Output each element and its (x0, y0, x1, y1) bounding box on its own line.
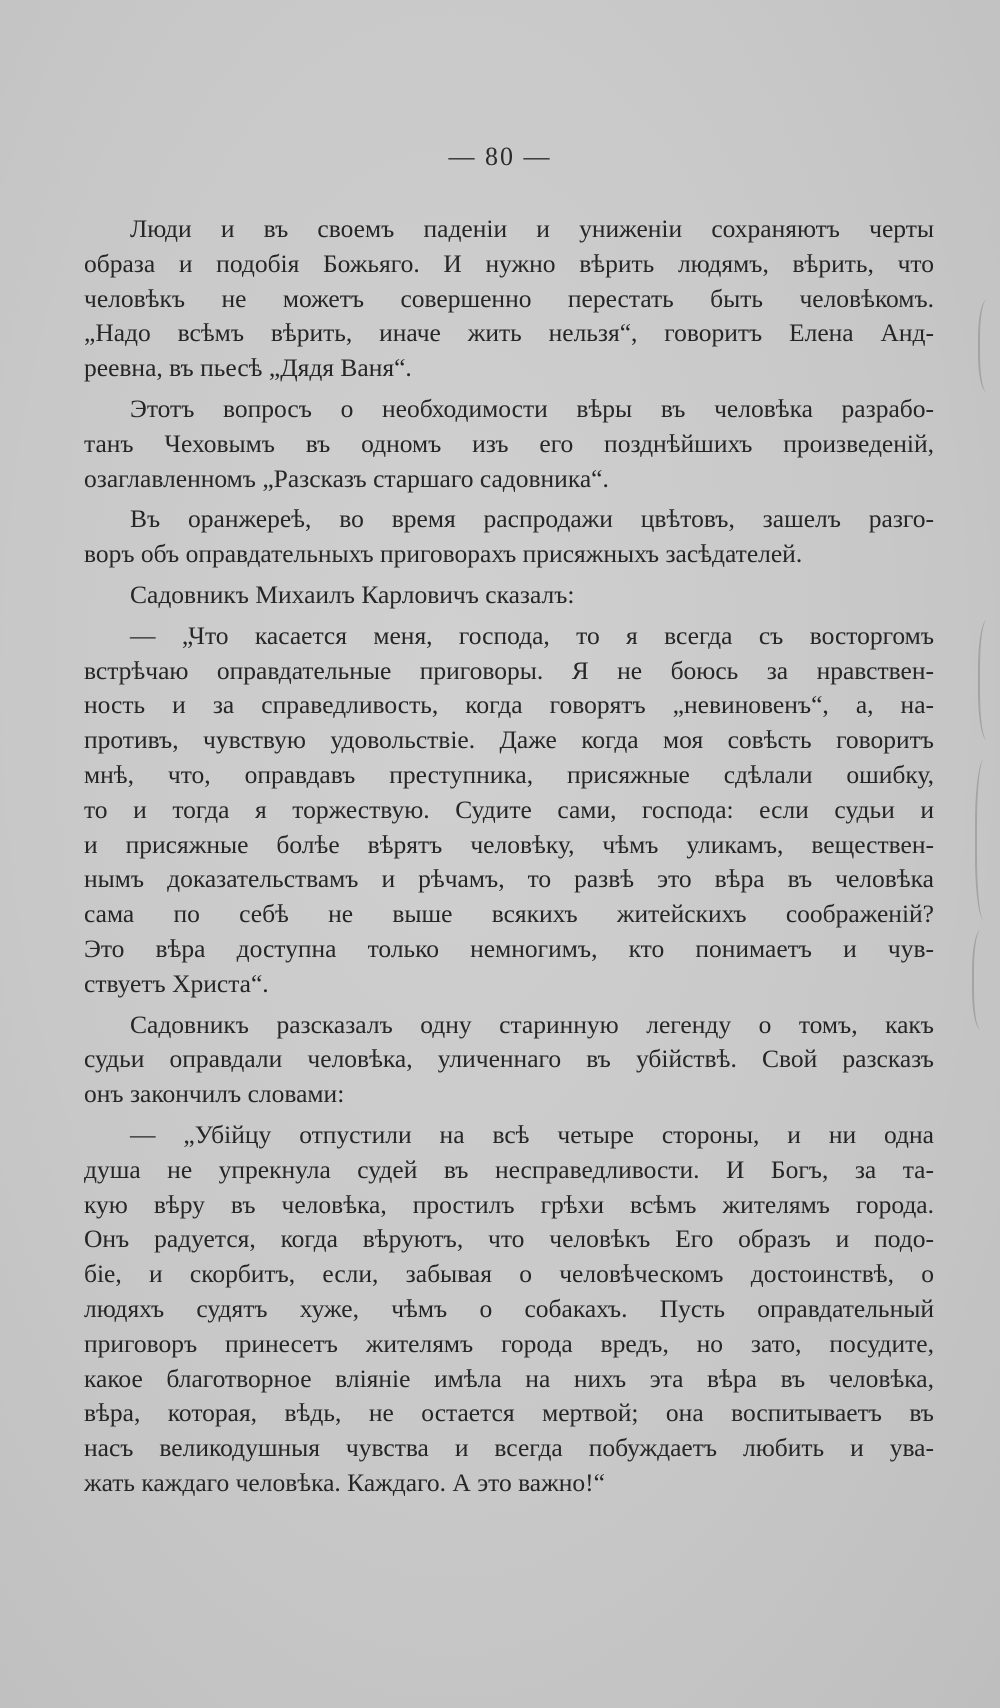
text-line: сама по себѣ не выше всякихъ житейскихъ соображеній? (84, 899, 934, 929)
text-line: жать каждаго человѣка. Каждаго. А это важно!“ (84, 1467, 605, 1497)
margin-pencil-mark (975, 760, 997, 920)
margin-pencil-mark (978, 300, 1000, 392)
paragraph (84, 1118, 934, 1501)
text-line: людяхъ судятъ хуже, чѣмъ о собакахъ. Пусть оправдательный (84, 1293, 934, 1323)
paragraph (84, 578, 934, 613)
text-line: человѣкъ не можетъ совершенно перестать быть человѣкомъ. (84, 283, 934, 313)
body-text (84, 212, 934, 1507)
paragraph (84, 619, 934, 1002)
paragraph (84, 1008, 934, 1112)
paragraph (84, 212, 934, 386)
text-line: судьи оправдали человѣка, уличеннаго въ убійствѣ. Свой разсказъ (84, 1044, 934, 1074)
text-line: — „Убійцу отпустили на всѣ четыре стороны, и ни одна (130, 1119, 934, 1149)
text-line: реевна, въ пьесѣ „Дядя Ваня“. (84, 353, 412, 383)
text-line: Это вѣра доступна только немногимъ, кто понимаетъ и чув- (84, 933, 934, 963)
text-line: Люди и въ своемъ паденіи и униженіи сохраняютъ черты (130, 214, 934, 243)
text-line: образа и подобія Божьяго. И нужно вѣрить людямъ, вѣрить, что (84, 248, 934, 278)
text-line: онъ закончилъ словами: (84, 1079, 345, 1109)
text-line: нымъ доказательствамъ и рѣчамъ, то развѣ это вѣра въ человѣка (84, 864, 934, 894)
text-line: ность и за справедливость, когда говорятъ „невиновенъ“, а, на- (84, 690, 934, 720)
paragraph (84, 392, 934, 496)
text-line: ствуетъ Христа“. (84, 968, 269, 998)
text-line: Садовникъ разсказалъ одну старинную легенду о томъ, какъ (130, 1009, 934, 1039)
text-line: насъ великодушныя чувства и всегда побуждаетъ любить и ува- (84, 1433, 934, 1463)
text-line: встрѣчаю оправдательные приговоры. Я не боюсь за нравствен- (84, 655, 934, 685)
margin-pencil-mark (972, 930, 994, 1030)
text-line: мнѣ, что, оправдавъ преступника, присяжные сдѣлали ошибку, (84, 759, 934, 789)
text-line: „Надо всѣмъ вѣрить, иначе жить нельзя“, говоритъ Елена Анд- (84, 318, 934, 348)
paragraph (84, 502, 934, 572)
text-line: то и тогда я торжествую. Судите сами, господа: если судьи и (84, 794, 934, 824)
text-line: Садовникъ Михаилъ Карловичъ сказалъ: (130, 579, 575, 609)
text-line: озаглавленномъ „Разсказъ старшаго садовника“. (84, 463, 609, 493)
text-line: Онъ радуется, когда вѣруютъ, что человѣкъ Его образъ и подо- (84, 1224, 934, 1254)
text-line: и присяжные болѣе вѣрятъ человѣку, чѣмъ уликамъ, веществен- (84, 829, 934, 859)
text-line: біе, и скорбитъ, если, забывая о человѣческомъ достоинствѣ, о (84, 1259, 934, 1289)
text-line: воръ объ оправдательныхъ приговорахъ присяжныхъ засѣдателей. (84, 539, 803, 569)
text-line: кую вѣру въ человѣка, простилъ грѣхи всѣмъ жителямъ города. (84, 1189, 934, 1219)
text-line: душа не упрекнула судей въ несправедливости. И Богъ, за та- (84, 1154, 934, 1184)
text-line: Въ оранжереѣ, во время распродажи цвѣтовъ, зашелъ разго- (130, 504, 934, 534)
text-line: приговоръ принесетъ жителямъ города вредъ, но зато, посудите, (84, 1328, 934, 1358)
text-line: Этотъ вопросъ о необходимости вѣры въ человѣка разрабо- (130, 393, 934, 423)
text-line: противъ, чувствую удовольствіе. Даже когда моя совѣсть говоритъ (84, 725, 934, 755)
text-line: вѣра, которая, вѣдь, не остается мертвой; она воспитываетъ въ (84, 1398, 934, 1428)
text-line: какое благотворное вліяніе имѣла на нихъ эта вѣра въ человѣка, (84, 1363, 934, 1393)
page-number: — 80 — (448, 142, 552, 171)
text-line: — „Что касается меня, господа, то я всегда съ восторгомъ (130, 620, 934, 650)
margin-pencil-mark (978, 620, 1000, 740)
text-line: танъ Чеховымъ въ одномъ изъ его позднѣйшихъ произведеній, (84, 428, 934, 458)
